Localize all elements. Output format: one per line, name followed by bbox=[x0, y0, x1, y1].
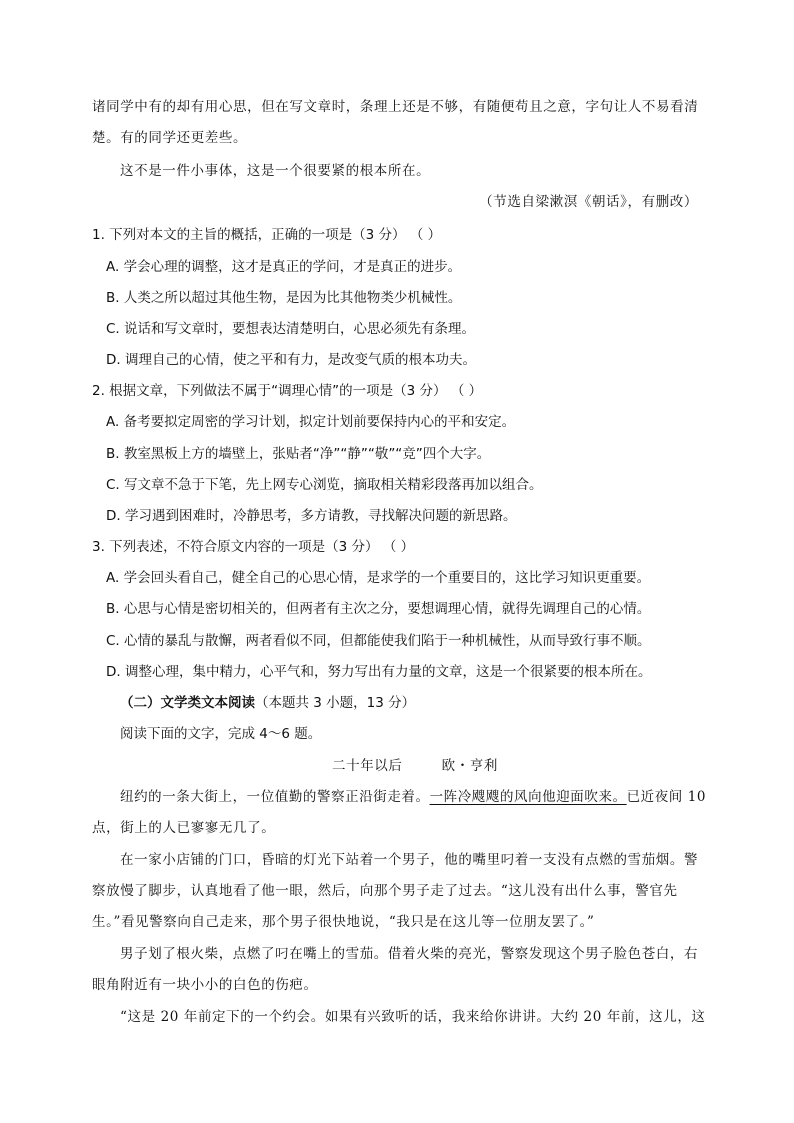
story-paragraph-line: “这是 20 年前定下的一个约会。如果有兴致听的话，我来给你讲讲。大约 20 年前，这儿，这 bbox=[120, 1009, 706, 1025]
answer-option: B. 人类之所以超过其他生物，是因为比其他物类少机械性。 bbox=[106, 290, 462, 306]
answer-option: A. 学会回头看自己，健全自己的心思心情，是求学的一个重要目的，这比学习知识更重要。 bbox=[106, 570, 651, 586]
answer-option: D. 学习遇到困难时，冷静思考，多方请教，寻找解决问题的新思路。 bbox=[106, 508, 517, 524]
story-text: 已近夜间 10 bbox=[626, 789, 707, 805]
section-heading bbox=[120, 693, 415, 713]
story-title: 二十年以后 欧・亨利 bbox=[332, 758, 499, 774]
passage-paragraph-line: 诸同学中有的却有用心思，但在写文章时，条理上还是不够，有随便苟且之意，字句让人不易看清 bbox=[92, 99, 699, 115]
section-heading-bold: （二）文学类文本阅读 bbox=[120, 695, 255, 711]
story-paragraph-line: 眼角附近有一块小小的白色的伤疤。 bbox=[92, 977, 318, 993]
answer-option: D. 调整心理，集中精力，心平气和，努力写出有力量的文章，这是一个很紧要的根本所在。 bbox=[106, 664, 652, 680]
answer-option: C. 说话和写文章时，要想表达清楚明白，心思必须先有条理。 bbox=[106, 321, 476, 337]
underlined-sentence: 一阵冷飕飕的风向他迎面吹来。 bbox=[429, 789, 627, 805]
reading-instruction: 阅读下面的文字，完成 4～6 题。 bbox=[120, 726, 322, 742]
story-paragraph-line: 生。”看见警察向自己走来，那个男子很快地说，“我只是在这儿等一位朋友罢了。” bbox=[92, 914, 595, 930]
section-heading-detail: （本题共 3 小题，13 分） bbox=[255, 695, 416, 711]
answer-option: B. 教室黑板上方的墙壁上，张贴者“净”“静”“敬”“竞”四个大字。 bbox=[106, 446, 491, 462]
story-paragraph-line: 点，街上的人已寥寥无几了。 bbox=[92, 820, 276, 836]
question-stem: 2. 根据文章，下列做法不属于“调理心情”的一项是（3 分） （ ） bbox=[92, 383, 483, 399]
answer-option: C. 心情的暴乱与散懈，两者看似不同，但都能使我们陷于一种机械性，从而导致行事不顺。 bbox=[106, 633, 651, 649]
source-citation: （节选自梁漱溟《朝话》，有删改） bbox=[479, 194, 698, 210]
story-paragraph-line: 察放慢了脚步，认真地看了他一眼，然后，向那个男子走了过去。“这儿没有出什么事，警官先 bbox=[92, 883, 678, 899]
answer-option: C. 写文章不急于下笔，先上网专心浏览，摘取相关精彩段落再加以组合。 bbox=[106, 477, 543, 493]
passage-paragraph-line: 楚。有的同学还更差些。 bbox=[92, 130, 248, 146]
story-paragraph-line: 在一家小店铺的门口，昏暗的灯光下站着一个男子，他的嘴里叼着一支没有点燃的雪茄烟。警 bbox=[120, 852, 699, 868]
passage-paragraph: 这不是一件小事体，这是一个很要紧的根本所在。 bbox=[120, 163, 431, 179]
question-stem: 1. 下列对本文的主旨的概括，正确的一项是（3 分） （ ） bbox=[92, 227, 442, 243]
story-text: 纽约的一条大街上，一位值勤的警察正沿街走着。 bbox=[120, 789, 430, 805]
question-stem: 3. 下列表述，不符合原文内容的一项是（3 分） （ ） bbox=[92, 539, 415, 555]
answer-option: D. 调理自己的心情，使之平和有力，是改变气质的根本功夫。 bbox=[106, 352, 476, 368]
answer-option: A. 学会心理的调整，这才是真正的学问，才是真正的进步。 bbox=[106, 259, 462, 275]
story-paragraph-line bbox=[120, 787, 706, 807]
answer-option: A. 备考要拟定周密的学习计划，拟定计划前要保持内心的平和安定。 bbox=[106, 414, 516, 430]
story-paragraph-line: 男子划了根火柴，点燃了叼在嘴上的雪茄。借着火柴的亮光，警察发现这个男子脸色苍白，右 bbox=[120, 946, 699, 962]
answer-option: B. 心思与心情是密切相关的，但两者有主次之分，要想调理心情，就得先调理自己的心情。 bbox=[106, 601, 651, 617]
